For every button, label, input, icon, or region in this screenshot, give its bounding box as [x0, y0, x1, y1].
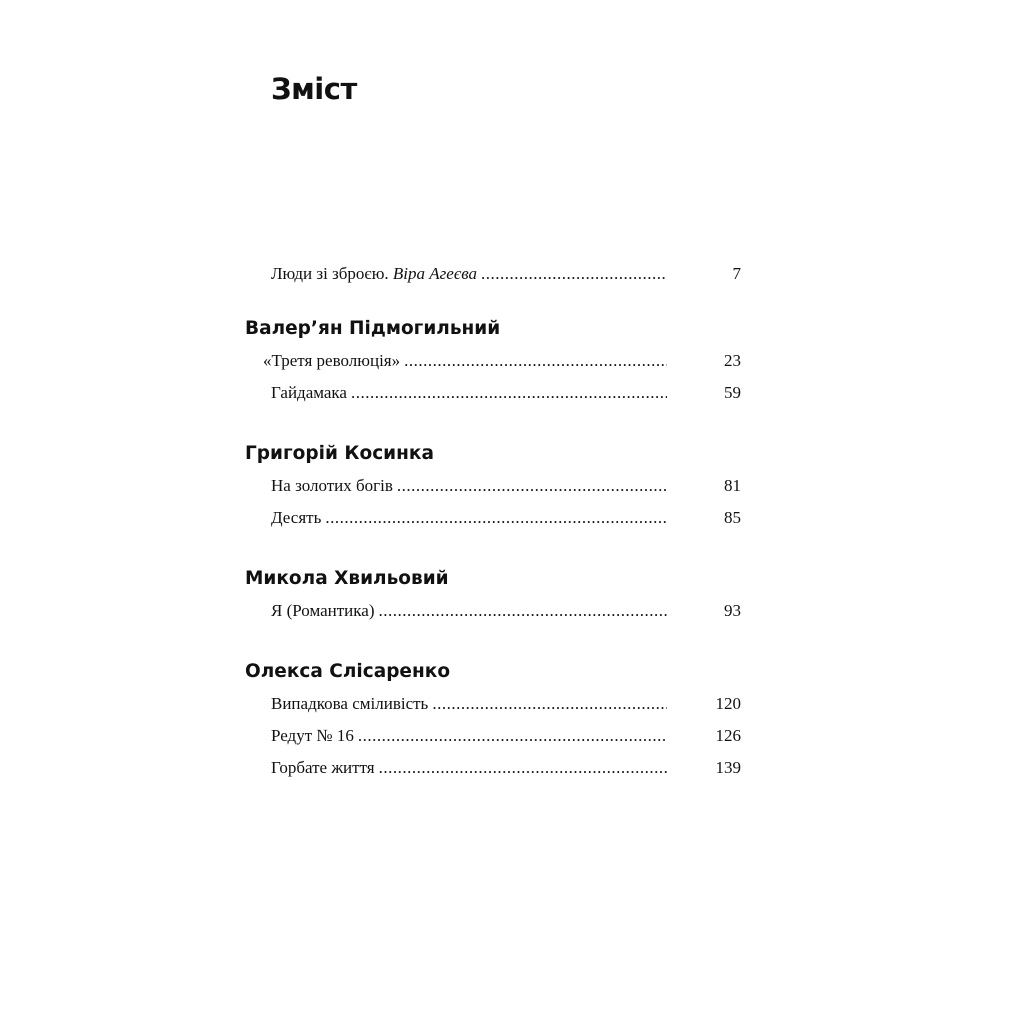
- section-entries: [263, 345, 741, 409]
- toc-section: [245, 440, 741, 534]
- toc-entry: [263, 345, 741, 377]
- page-title: Зміст: [271, 72, 357, 106]
- entry-title-wrap: [271, 470, 667, 502]
- entry-page-number: 85: [724, 508, 741, 527]
- entry-title: На золотих богів: [271, 476, 393, 495]
- entry-title: Горбате життя: [271, 758, 375, 777]
- toc-section: [245, 315, 741, 409]
- toc-entry: [271, 688, 741, 720]
- entry-title: «Третя революція»: [263, 351, 401, 370]
- section-author: Микола Хвильовий: [245, 568, 449, 589]
- dot-leader: [404, 345, 667, 377]
- entry-page-number: 139: [715, 758, 741, 777]
- entry-title-wrap: [271, 720, 667, 752]
- toc-section: [245, 658, 741, 784]
- intro-author: Віра Агеєва: [392, 264, 478, 283]
- dot-leader: [432, 688, 667, 720]
- dot-leader: [351, 377, 667, 409]
- entry-title-wrap: [271, 752, 667, 784]
- dot-leader: [325, 502, 667, 534]
- entry-title: [271, 258, 477, 290]
- intro-title: Люди зі зброєю.: [271, 264, 393, 283]
- toc-entry: [271, 720, 741, 752]
- toc-entry: [271, 377, 741, 409]
- toc-entry: [271, 752, 741, 784]
- section-entries: [271, 470, 741, 534]
- dot-leader: [358, 720, 667, 752]
- toc-entry: [271, 258, 741, 290]
- entry-page-number: 81: [724, 476, 741, 495]
- section-entries: [271, 595, 741, 627]
- toc-entry: [271, 502, 741, 534]
- entry-title: Редут № 16: [271, 726, 354, 745]
- entry-title-wrap: [271, 502, 667, 534]
- section-author: Григорій Косинка: [245, 443, 434, 464]
- entry-page-number: 93: [724, 601, 741, 620]
- entry-title: Гайдамака: [271, 383, 347, 402]
- dot-leader: [378, 595, 667, 627]
- entry-page-number: 23: [724, 351, 741, 370]
- entry-page-number: 126: [715, 726, 741, 745]
- dot-leader: [397, 470, 667, 502]
- entry-title-wrap: [271, 688, 667, 720]
- entry-page-number: 120: [715, 694, 741, 713]
- entry-title-wrap: [271, 258, 667, 290]
- section-author: Валер’ян Підмогильний: [245, 318, 501, 339]
- toc-section: [245, 565, 741, 627]
- dot-leader: [379, 752, 667, 784]
- entry-title-wrap: [263, 345, 667, 377]
- entry-title: Десять: [271, 508, 322, 527]
- toc-entry: [271, 470, 741, 502]
- section-author: Олекса Слісаренко: [245, 661, 451, 682]
- entry-title-wrap: [271, 595, 667, 627]
- entry-page-number: 59: [724, 383, 741, 402]
- section-entries: [271, 688, 741, 784]
- dot-leader: [481, 258, 667, 290]
- toc-intro-entry: [271, 258, 741, 290]
- toc-entry: [271, 595, 741, 627]
- entry-page-number: 7: [732, 264, 741, 283]
- entry-title: Випадкова сміливість: [271, 694, 429, 713]
- entry-title-wrap: [271, 377, 667, 409]
- entry-title: Я (Романтика): [271, 601, 375, 620]
